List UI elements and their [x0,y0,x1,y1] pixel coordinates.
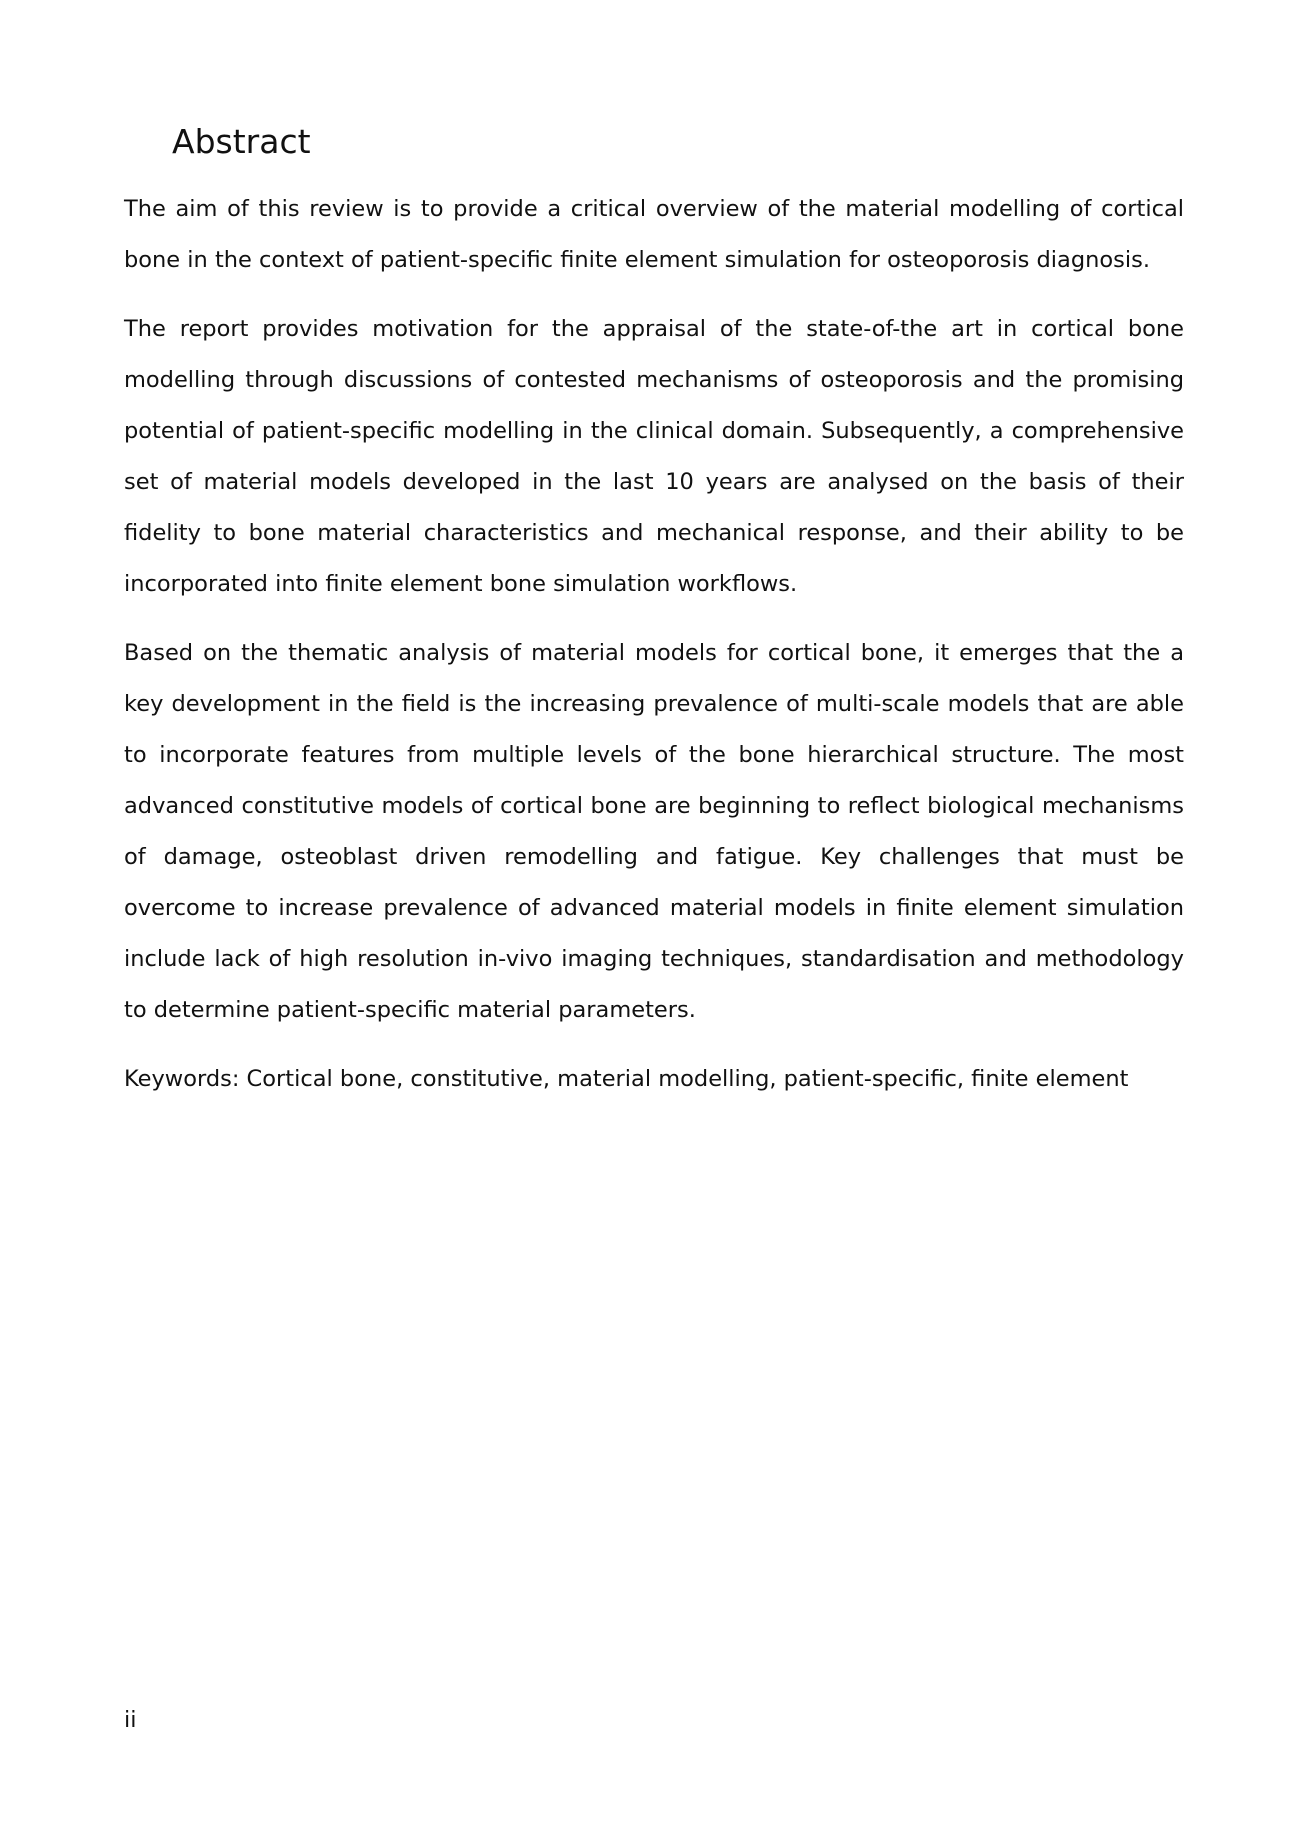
abstract-paragraph-2: The report provides motivation for the appraisal of the state-of-the art in cortical bone modelling through discussions of contested mechanisms of osteoporosis and the promising potential of patient-specific modelling in the clinical domain. Subsequently, a comprehensive set of material models developed in the last 10 years are analysed on the basis of their fidelity to bone material characteristics and mechanical response, and their ability to be incorporated into finite element bone simulation workflows. [124,316,1184,597]
abstract-paragraph-1: The aim of this review is to provide a critical overview of the material modelling of cortical bone in the context of patient-specific finite element simulation for osteoporosis diagnosis. [124,196,1184,273]
keywords-line: Keywords: Cortical bone, constitutive, material modelling, patient-specific, finite element [124,1066,1129,1092]
abstract-heading: Abstract [172,122,311,161]
page-number: ii [124,1707,137,1733]
abstract-paragraph-3: Based on the thematic analysis of material models for cortical bone, it emerges that the a key development in the field is the increasing prevalence of multi-scale models that are able to incorporate features from multiple levels of the bone hierarchical structure. The most advanced constitutive models of cortical bone are beginning to reflect biological mechanisms of damage, osteoblast driven remodelling and fatigue. Key challenges that must be overcome to increase prevalence of advanced material models in finite element simulation include lack of high resolution in-vivo imaging techniques, standardisation and methodology to determine patient-specific material parameters. [124,640,1184,1023]
abstract-body [124,184,1184,1105]
